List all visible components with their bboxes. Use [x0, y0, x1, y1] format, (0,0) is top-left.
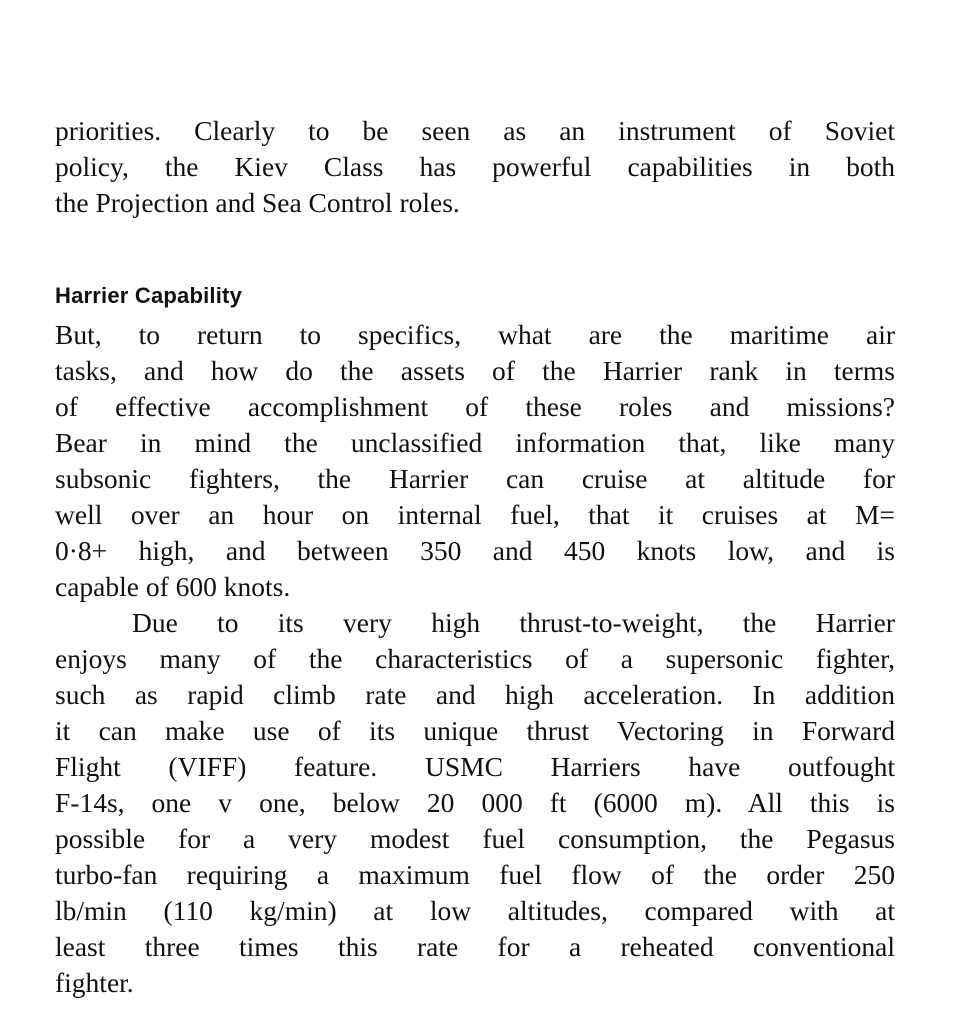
intro-paragraph	[55, 113, 895, 221]
text-line: Bear in mind the unclassified information that, like many	[55, 427, 895, 458]
text-line: 0·8+ high, and between 350 and 450 knots low, and is	[55, 535, 895, 566]
text-line: least three times this rate for a reheated conventional	[55, 931, 895, 962]
text-line: F-14s, one v one, below 20 000 ft (6000 m). All this is	[55, 787, 895, 818]
text-line: But, to return to specifics, what are the maritime air	[55, 319, 895, 350]
text-line: possible for a very modest fuel consumption, the Pegasus	[55, 823, 895, 854]
text-line: enjoys many of the characteristics of a supersonic fighter,	[55, 643, 895, 674]
text-line: it can make use of its unique thrust Vectoring in Forward	[55, 715, 895, 746]
text-line: of effective accomplishment of these roles and missions?	[55, 391, 895, 422]
text-line: lb/min (110 kg/min) at low altitudes, compared with at	[55, 895, 895, 926]
text-line: policy, the Kiev Class has powerful capabilities in both	[55, 151, 895, 182]
text-line: priorities. Clearly to be seen as an instrument of Soviet	[55, 115, 895, 146]
text-line: subsonic fighters, the Harrier can cruise at altitude for	[55, 463, 895, 494]
text-line: Due to its very high thrust-to-weight, the Harrier	[132, 607, 895, 638]
body-paragraph-2	[55, 605, 895, 1001]
text-line: capable of 600 knots.	[55, 571, 291, 602]
text-line: turbo-fan requiring a maximum fuel flow of the order 250	[55, 859, 895, 890]
text-line: fighter.	[55, 967, 134, 998]
text-line: well over an hour on internal fuel, that it cruises at M=	[55, 499, 895, 530]
body-paragraph-1	[55, 317, 895, 605]
text-line: the Projection and Sea Control roles.	[55, 187, 460, 218]
document-page	[55, 113, 895, 1001]
text-line: such as rapid climb rate and high acceleration. In addition	[55, 679, 895, 710]
section-heading: Harrier Capability	[55, 283, 243, 308]
text-line: tasks, and how do the assets of the Harrier rank in terms	[55, 355, 895, 386]
text-line: Flight (VIFF) feature. USMC Harriers have outfought	[55, 751, 895, 782]
